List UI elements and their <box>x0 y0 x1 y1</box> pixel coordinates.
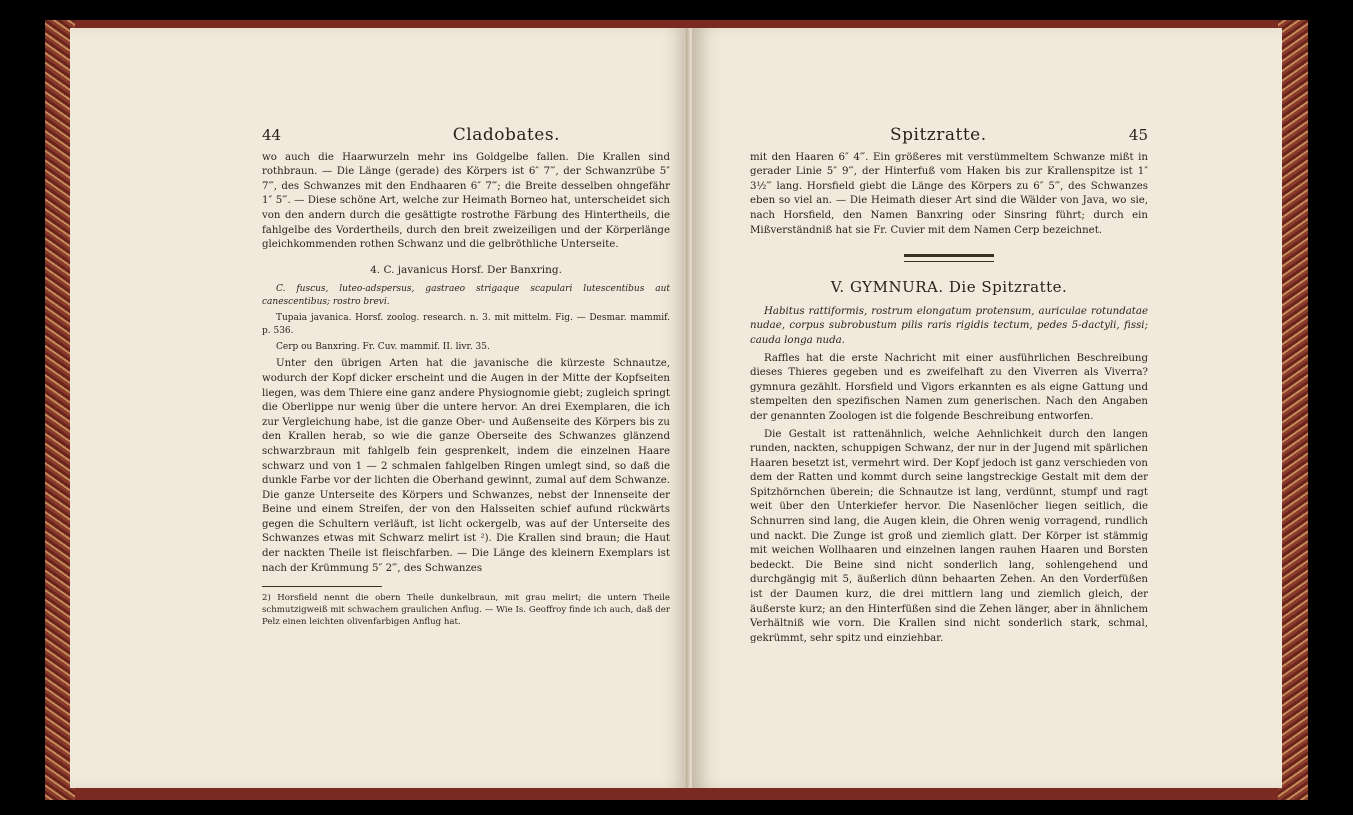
footnote-rule <box>262 586 382 587</box>
section-divider <box>904 254 994 262</box>
genus-heading: V. GYMNURA. Die Spitzratte. <box>830 278 1068 297</box>
paragraph: mit den Haaren 6″ 4‴. Ein größeres mit verstümmeltem Schwanze mißt in gerader Linie 5″ 9‴, der Hinterfuß vom Haken bis zur Krallenspitze ist 1″ 3½‴ lang. Horsfield giebt die Länge des Körpers zu 6″ 5‴, des Schwanzes eben so viel an. — Die Heimath dieser Art sind die Wälder von Java, wo sie, nach Horsfield, den Namen Banxring oder Sinsring führt; durch ein Mißverständniß hat sie Fr. Cuvier mit dem Namen Cerp bezeichnet. <box>750 151 1148 236</box>
left-page <box>70 28 690 788</box>
footnote: 2) Horsfield nennt die obern Theile dunkelbraun, mit grau melirt; die untern Theile schmutzigweiß mit schwachem graulichen Anflug. — Wie Is. Geoffroy finde ich auch, daß der Pelz einen leichten olivenfarbigen Anflug hat. <box>262 593 670 628</box>
running-title: Spitzratte. <box>890 125 987 145</box>
running-title: Cladobates. <box>452 125 560 145</box>
paragraph: Unter den übrigen Arten hat die javanische die kürzeste Schnautze, wodurch der Kopf dicker erscheint und die Augen in der Mitte der Kopfseiten liegen, was dem Thiere eine ganz andere Physiognomie giebt; zugleich springt die Oberlippe nur wenig über die untere hervor. An drei Exemplaren, die ich zur Vergleichung habe, ist die ganze Ober- und Außenseite des Körpers bis zu den Krallen herab, so wie die ganze Oberseite des Schwanzes glänzend schwarzbraun mit fahlgelb fein gesprenkelt, indem die einzelnen Haare schwarz und von 1 — 2 schmalen fahlgelben Ringen umlegt sind, so daß die dunkle Farbe vor der lichten die Oberhand gewinnt, zumal auf dem Schwanze. Die ganze Unterseite des Körpers und Schwanzes, nebst der Innenseite der Beine und einem Streifen, der von den Halsseiten schief aufund rückwärts gegen die Schultern verläuft, ist licht ockergelb, was auf der Unterseite des Schwanzes etwas mit Schwarz melirt ist ²). Die Krallen sind braun; die Haut der nackten Theile ist fleischfarben. — Die Länge des kleinern Exemplars ist nach der Krümmung 5″ 2‴, des Schwanzes <box>262 358 670 574</box>
latin-diagnosis: Habitus rattiformis, rostrum elongatum protensum, auriculae rotundatae nudae, corpus subrobustum pilis raris rigidis tectum, pedes 5-dactyli, fissi; cauda longa nuda. <box>750 305 1148 346</box>
paragraph: Die Gestalt ist rattenähnlich, welche Aehnlichkeit durch den langen runden, nackten, schuppigen Schwanz, der nur in der Jugend mit spärlichen Haaren besetzt ist, vermehrt wird. Der Kopf jedoch ist ganz verschieden von dem der Ratten und kommt durch seine langstreckige Gestalt mit dem der Spitzhörnchen überein; die Schnautze ist lang, verdünnt, stumpf und ragt weit über den Unterkiefer hervor. Die Nasenlöcher liegen seitlich, die Schnurren sind lang, die Augen klein, die Ohren wenig vorragend, rundlich und nackt. Die Zunge ist groß und ziemlich glatt. Der Körper ist stämmig mit weichen Wollhaaren und einzelnen langen rauhen Haaren und Borsten bedeckt. Die Beine sind nicht sonderlich lang, sohlengehend und durchgängig mit 5, äußerlich dünn behaarten Zehen. An den Vorderfüßen ist der Daumen kurz, die drei mittlern lang und ziemlich gleich, der äußerste kurz; an den Hinterfüßen sind die Zehen länger, aber in ähnlichem Verhältniß wie vorn. Die Krallen sind nicht sonderlich stark, schmal, gekrümmt, sehr spitz und einziehbar. <box>750 428 1148 644</box>
paragraph: wo auch die Haarwurzeln mehr ins Goldgelbe fallen. Die Krallen sind rothbraun. — Die Länge (gerade) des Körpers ist 6″ 7‴, der Schwanzrübe 5″ 7‴, des Schwanzes mit den Endhaaren 6″ 7‴; die Breite desselben ohngefähr 1″ 5‴. — Diese schöne Art, welche zur Heimath Borneo hat, unterscheidet sich von den andern durch die gesättigte rostrothe Färbung des Hintertheils, die fahlgelbe des Vordertheils, durch den breit zweizeiligen und der Körperlänge gleichkommenden rothen Schwanz und die gelbröthliche Unterseite. <box>262 151 670 251</box>
right-page-text <box>750 125 1148 649</box>
left-page-header <box>262 125 670 145</box>
right-page-header <box>750 125 1148 145</box>
reference: Tupaia javanica. Horsf. zoolog. research. n. 3. mit mittelm. Fig. — Desmar. mammif. p. 536. <box>262 313 670 337</box>
page-number: 44 <box>262 126 282 144</box>
marbled-edge-right <box>1278 20 1308 800</box>
paragraph: Raffles hat die erste Nachricht mit einer ausführlichen Beschreibung dieses Thieres gegeben und es zweifelhaft zu den Viverren als Viverra? gymnura gezählt. Horsfield und Vigors erkannten es als eigne Gattung und stempelten den spezifischen Namen zum generischen. Nach den Angaben der genannten Zoologen ist die folgende Beschreibung entworfen. <box>750 352 1148 422</box>
reference: Cerp ou Banxring. Fr. Cuv. mammif. II. livr. 35. <box>276 342 490 353</box>
species-heading: 4. C. javanicus Horsf. Der Banxring. <box>370 263 562 276</box>
latin-diagnosis: C. fuscus, luteo-adspersus, gastraeo strigaque scapulari lutescentibus aut canescentibus; rostro brevi. <box>262 284 670 308</box>
right-page <box>692 28 1282 788</box>
page-number: 45 <box>1128 126 1148 144</box>
left-page-text <box>262 125 670 628</box>
